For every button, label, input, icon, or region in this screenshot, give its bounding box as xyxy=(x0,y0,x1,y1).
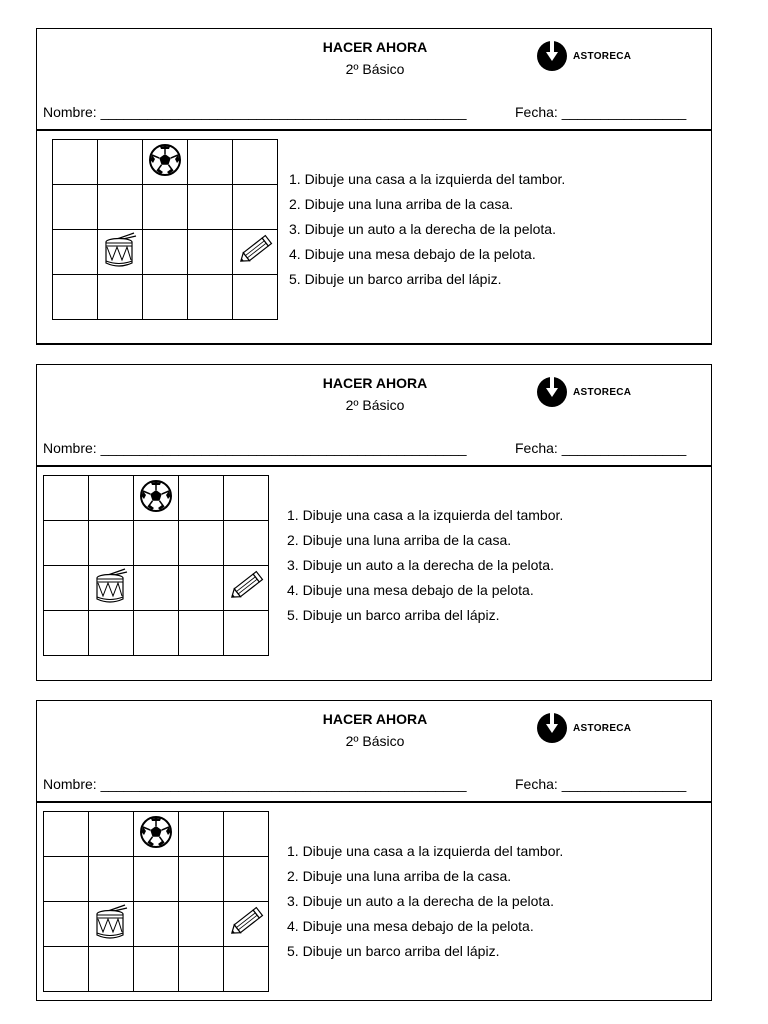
grid-cell xyxy=(224,812,269,857)
grid-cell xyxy=(143,275,188,320)
grid-cell xyxy=(89,812,134,857)
grid-cell xyxy=(44,947,89,992)
soccer-ball-icon xyxy=(148,143,182,182)
grade-label: 2º Básico xyxy=(345,61,405,77)
worksheet-card xyxy=(36,364,712,681)
logo-text: ASTORECA xyxy=(573,50,632,62)
date-field[interactable]: Fecha: ________________ xyxy=(515,440,687,456)
grid-cell xyxy=(134,947,179,992)
grid-cell xyxy=(188,185,233,230)
grid-cell xyxy=(44,902,89,947)
position-grid xyxy=(43,475,269,656)
worksheet-card xyxy=(36,28,712,345)
grid-cell xyxy=(188,275,233,320)
grid-cell xyxy=(89,857,134,902)
grid-cell xyxy=(224,611,269,656)
grid-cell xyxy=(179,857,224,902)
header-divider xyxy=(37,465,711,467)
instruction-list xyxy=(289,167,565,292)
grid-cell xyxy=(53,275,98,320)
instruction-list xyxy=(287,503,563,628)
pencil-icon xyxy=(227,905,265,944)
grid-cell xyxy=(134,812,179,857)
header-divider xyxy=(37,801,711,803)
grid-cell xyxy=(98,140,143,185)
grid-cell xyxy=(134,566,179,611)
astoreca-logo xyxy=(537,713,631,743)
instruction-item: 5. Dibuje un barco arriba del lápiz. xyxy=(289,271,502,287)
grid-cell xyxy=(89,947,134,992)
grid-cell xyxy=(233,275,278,320)
instruction-list xyxy=(287,839,563,964)
grid-cell xyxy=(44,476,89,521)
grid-cell xyxy=(98,275,143,320)
grid-cell xyxy=(44,611,89,656)
grade-label: 2º Básico xyxy=(345,397,405,413)
drum-icon xyxy=(94,904,128,945)
worksheet-card xyxy=(36,700,712,1001)
pencil-icon xyxy=(236,233,274,272)
name-field[interactable]: Nombre: _______________________________________________ xyxy=(43,776,467,792)
grid-cell xyxy=(44,812,89,857)
grid-cell xyxy=(179,476,224,521)
instruction-item: 2. Dibuje una luna arriba de la casa. xyxy=(287,532,512,548)
grid-cell xyxy=(134,611,179,656)
instruction-item: 1. Dibuje una casa a la izquierda del tambor. xyxy=(287,843,564,859)
grid-cell xyxy=(179,947,224,992)
worksheet-title: HACER AHORA xyxy=(322,39,428,55)
instruction-item: 2. Dibuje una luna arriba de la casa. xyxy=(289,196,514,212)
instruction-item: 5. Dibuje un barco arriba del lápiz. xyxy=(287,607,500,623)
grid-cell xyxy=(53,140,98,185)
logo-text: ASTORECA xyxy=(573,386,632,398)
instruction-item: 4. Dibuje una mesa debajo de la pelota. xyxy=(287,582,534,598)
grid-cell xyxy=(98,230,143,275)
worksheet-title: HACER AHORA xyxy=(322,375,428,391)
grid-cell xyxy=(44,566,89,611)
instruction-item: 1. Dibuje una casa a la izquierda del tambor. xyxy=(287,507,564,523)
instruction-item: 5. Dibuje un barco arriba del lápiz. xyxy=(287,943,500,959)
worksheet-title: HACER AHORA xyxy=(322,711,428,727)
logo-text: ASTORECA xyxy=(573,722,632,734)
grid-cell xyxy=(134,476,179,521)
header-divider xyxy=(37,129,711,131)
pencil-icon xyxy=(227,569,265,608)
grid-cell xyxy=(224,902,269,947)
instruction-item: 3. Dibuje un auto a la derecha de la pelota. xyxy=(287,557,554,573)
grid-cell xyxy=(44,857,89,902)
instruction-item: 1. Dibuje una casa a la izquierda del tambor. xyxy=(289,171,566,187)
drum-icon xyxy=(103,232,137,273)
grid-cell xyxy=(44,521,89,566)
grid-cell xyxy=(179,902,224,947)
grid-cell xyxy=(224,947,269,992)
grid-cell xyxy=(53,230,98,275)
grid-cell xyxy=(53,185,98,230)
grid-cell xyxy=(89,902,134,947)
instruction-item: 4. Dibuje una mesa debajo de la pelota. xyxy=(289,246,536,262)
drum-icon xyxy=(94,568,128,609)
grid-cell xyxy=(188,140,233,185)
grid-cell xyxy=(179,812,224,857)
grid-cell xyxy=(134,521,179,566)
grid-cell xyxy=(188,230,233,275)
grid-cell xyxy=(233,230,278,275)
soccer-ball-icon xyxy=(139,479,173,518)
grid-cell xyxy=(98,185,143,230)
instruction-item: 4. Dibuje una mesa debajo de la pelota. xyxy=(287,918,534,934)
grid-cell xyxy=(179,566,224,611)
grid-cell xyxy=(143,185,188,230)
instruction-item: 2. Dibuje una luna arriba de la casa. xyxy=(287,868,512,884)
name-field[interactable]: Nombre: _______________________________________________ xyxy=(43,440,467,456)
grid-cell xyxy=(224,476,269,521)
date-field[interactable]: Fecha: ________________ xyxy=(515,776,687,792)
grid-cell xyxy=(224,857,269,902)
logo-mark-icon xyxy=(537,41,567,71)
grid-cell xyxy=(143,230,188,275)
instruction-item: 3. Dibuje un auto a la derecha de la pelota. xyxy=(287,893,554,909)
logo-mark-icon xyxy=(537,377,567,407)
grid-cell xyxy=(143,140,188,185)
grid-cell xyxy=(233,185,278,230)
grid-cell xyxy=(233,140,278,185)
grid-cell xyxy=(224,521,269,566)
grade-label: 2º Básico xyxy=(345,733,405,749)
position-grid xyxy=(43,811,269,992)
name-field[interactable]: Nombre: _______________________________________________ xyxy=(43,104,467,120)
date-field[interactable]: Fecha: ________________ xyxy=(515,104,687,120)
grid-cell xyxy=(134,857,179,902)
instruction-item: 3. Dibuje un auto a la derecha de la pelota. xyxy=(289,221,556,237)
grid-cell xyxy=(224,566,269,611)
grid-cell xyxy=(179,611,224,656)
grid-cell xyxy=(89,476,134,521)
grid-cell xyxy=(89,566,134,611)
grid-cell xyxy=(89,611,134,656)
astoreca-logo xyxy=(537,41,631,71)
grid-cell xyxy=(89,521,134,566)
grid-cell xyxy=(179,521,224,566)
astoreca-logo xyxy=(537,377,631,407)
grid-cell xyxy=(134,902,179,947)
soccer-ball-icon xyxy=(139,815,173,854)
position-grid xyxy=(52,139,278,320)
logo-mark-icon xyxy=(537,713,567,743)
